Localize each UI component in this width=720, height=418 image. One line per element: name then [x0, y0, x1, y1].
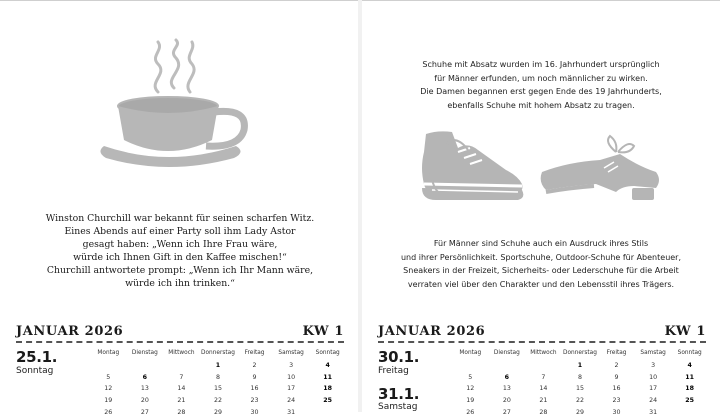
- calendar-day: 22: [213, 397, 222, 405]
- calendar-day: 14: [177, 385, 186, 393]
- paragraph-line: ebenfalls Schuhe mit hohem Absatz zu tragen.: [447, 100, 635, 110]
- calendar-week-row: [452, 395, 708, 407]
- paragraph-line: Schuhe mit Absatz wurden im 16. Jahrhundert ursprünglich: [422, 60, 660, 69]
- calendar-day: 29: [575, 408, 584, 416]
- weekday-header: Donnerstag: [563, 350, 597, 356]
- calendar-day: 9: [252, 373, 257, 381]
- day-weekday: Samstag: [378, 402, 418, 412]
- calendar-day: 28: [177, 408, 186, 416]
- calendar-day: 11: [685, 373, 695, 381]
- weekday-header: Freitag: [606, 350, 627, 356]
- coffee-cup-icon: [96, 38, 262, 170]
- calendar-day: 7: [541, 373, 546, 381]
- calendar-day: 1: [215, 362, 221, 370]
- calendar-day: [309, 406, 346, 418]
- calendar-week-row: [90, 406, 346, 418]
- calendar-day: 24: [649, 397, 658, 405]
- calendar-day: 16: [250, 385, 259, 393]
- weekday-header: Mittwoch: [168, 350, 195, 356]
- calendar-day: 16: [612, 385, 621, 393]
- calendar-day: 31: [649, 408, 658, 416]
- weekday-header: Dienstag: [131, 350, 158, 356]
- calendar-day: 20: [140, 397, 149, 405]
- month-title: JANUAR 2026: [378, 324, 486, 339]
- weekday-header: Mittwoch: [530, 350, 557, 356]
- month-title: JANUAR 2026: [16, 324, 124, 339]
- weekday-header: Montag: [97, 350, 120, 356]
- calendar-day: 4: [687, 362, 692, 370]
- dashed-divider: [378, 341, 706, 343]
- weekday-header: Sonntag: [677, 350, 702, 356]
- calendar-day: 18: [685, 385, 695, 393]
- calendar-day: 2: [614, 362, 619, 370]
- paragraph-line: verraten viel über den Charakter und den Lebensstil ihres Trägers.: [407, 279, 675, 289]
- calendar-day: 6: [504, 373, 510, 381]
- calendar-day: 2: [252, 362, 257, 370]
- calendar-day: 12: [466, 385, 475, 393]
- calendar-day: 29: [213, 408, 222, 416]
- calendar-day: [452, 360, 489, 372]
- calendar-day: 13: [502, 385, 511, 393]
- calendar-week-row: [452, 383, 708, 395]
- calendar-day: 11: [323, 373, 333, 381]
- calendar-week-row: [90, 395, 346, 407]
- calendar-day: [163, 360, 200, 372]
- calendar-day: 20: [502, 397, 511, 405]
- weekday-header: Donnerstag: [201, 350, 235, 356]
- calendar-week-row: [452, 372, 708, 384]
- calendar-day: 14: [539, 385, 548, 393]
- calendar-day: 19: [104, 397, 113, 405]
- calendar-day: [90, 360, 127, 372]
- quote-line: Eines Abends auf einer Party soll ihm Lady Astor: [64, 226, 296, 237]
- calendar-day: 15: [575, 385, 584, 393]
- paragraph-line: und ihrer Persönlichkeit. Sportschuhe, Outdoor-Schuhe für Abenteuer,: [400, 252, 682, 262]
- day-weekday: Sonntag: [16, 366, 54, 376]
- calendar-day: 27: [502, 408, 511, 416]
- calendar-day: 8: [215, 373, 220, 381]
- weekday-header: Dienstag: [493, 350, 520, 356]
- calendar-day: 5: [106, 373, 111, 381]
- left-page: [0, 0, 358, 416]
- paragraph-line: Die Damen begannen erst gegen Ende des 19 Jahrhunderts,: [420, 87, 662, 97]
- calendar-day: 21: [539, 397, 548, 405]
- calendar-day: 17: [287, 385, 296, 393]
- calendar-week-row: [90, 383, 346, 395]
- calendar-day: 30: [250, 408, 259, 416]
- calendar-day: 17: [649, 385, 658, 393]
- calendar-day: 10: [287, 373, 296, 381]
- calendar-day: 30: [612, 408, 621, 416]
- mini-calendar: [452, 346, 708, 418]
- mini-calendar-body: [452, 360, 708, 418]
- calendar-day: 25: [323, 397, 333, 405]
- calendar-day: 9: [614, 373, 619, 381]
- quote-line: Churchill antwortete prompt: „Wenn ich Ihr Mann wäre,: [46, 265, 314, 276]
- mini-calendar: [90, 346, 346, 418]
- mini-calendar-body: [90, 360, 346, 418]
- day-weekday: Freitag: [378, 366, 409, 376]
- paragraph-line: Sneakers in der Freizeit, Sicherheits- oder Lederschuhe für die Arbeit: [403, 266, 679, 276]
- calendar-day: [127, 360, 164, 372]
- right-page: [362, 0, 720, 416]
- quote-line: würde ich ihn trinken.“: [125, 278, 235, 289]
- calendar-day: [489, 360, 526, 372]
- quote-line: gesagt haben: „Wenn ich Ihre Frau wäre,: [82, 239, 278, 250]
- calendar-day: 26: [466, 408, 475, 416]
- day-date: 25.1.: [16, 348, 58, 366]
- calendar-day: 24: [287, 397, 296, 405]
- weekday-header: Samstag: [278, 350, 304, 356]
- calendar-header: [16, 324, 344, 340]
- calendar-day: 8: [577, 373, 582, 381]
- calendar-day: 23: [612, 397, 621, 405]
- churchill-quote: [30, 212, 330, 290]
- dashed-divider: [16, 341, 344, 343]
- calendar-day: 23: [250, 397, 259, 405]
- calendar-day: 4: [325, 362, 330, 370]
- page-top-rule: [0, 0, 358, 1]
- day-date: 31.1.: [378, 385, 420, 403]
- calendar-day: 12: [104, 385, 113, 393]
- calendar-day: 21: [177, 397, 186, 405]
- paragraph-line: für Männer erfunden, um noch männlicher zu wirken.: [434, 73, 648, 83]
- calendar-day: 19: [466, 397, 475, 405]
- calendar-week-row: [90, 360, 346, 372]
- calendar-day: 3: [651, 362, 656, 370]
- calendar-day: 15: [213, 385, 222, 393]
- calendar-day: [671, 406, 708, 418]
- quote-line: würde ich Ihnen Gift in den Kaffee mischen!“: [73, 252, 287, 263]
- calendar-day: 13: [140, 385, 149, 393]
- calendar-day: 25: [685, 397, 695, 405]
- calendar-day: 31: [287, 408, 296, 416]
- weekday-header: Samstag: [640, 350, 666, 356]
- calendar-day: 5: [468, 373, 473, 381]
- weekday-header: Sonntag: [315, 350, 340, 356]
- calendar-week-row: [90, 372, 346, 384]
- calendar-week-row: [452, 406, 708, 418]
- day-date: 30.1.: [378, 348, 420, 366]
- calendar-day: 1: [577, 362, 583, 370]
- calendar-day: 28: [539, 408, 548, 416]
- week-number: KW 1: [302, 324, 344, 339]
- calendar-day: 18: [323, 385, 333, 393]
- quote-line: Winston Churchill war bekannt für seinen scharfen Witz.: [45, 213, 315, 224]
- calendar-day: 26: [104, 408, 113, 416]
- week-number: KW 1: [664, 324, 706, 339]
- calendar-day: 10: [649, 373, 658, 381]
- calendar-day: 27: [140, 408, 149, 416]
- calendar-day: [525, 360, 562, 372]
- calendar-day: 6: [142, 373, 148, 381]
- calendar-day: 7: [179, 373, 184, 381]
- calendar-header: [378, 324, 706, 340]
- calendar-day: 3: [289, 362, 294, 370]
- paragraph-line: Für Männer sind Schuhe auch ein Ausdruck ihres Stils: [433, 239, 649, 248]
- weekday-header: Montag: [459, 350, 482, 356]
- calendar-day: 22: [575, 397, 584, 405]
- calendar-week-row: [452, 360, 708, 372]
- weekday-header: Freitag: [244, 350, 265, 356]
